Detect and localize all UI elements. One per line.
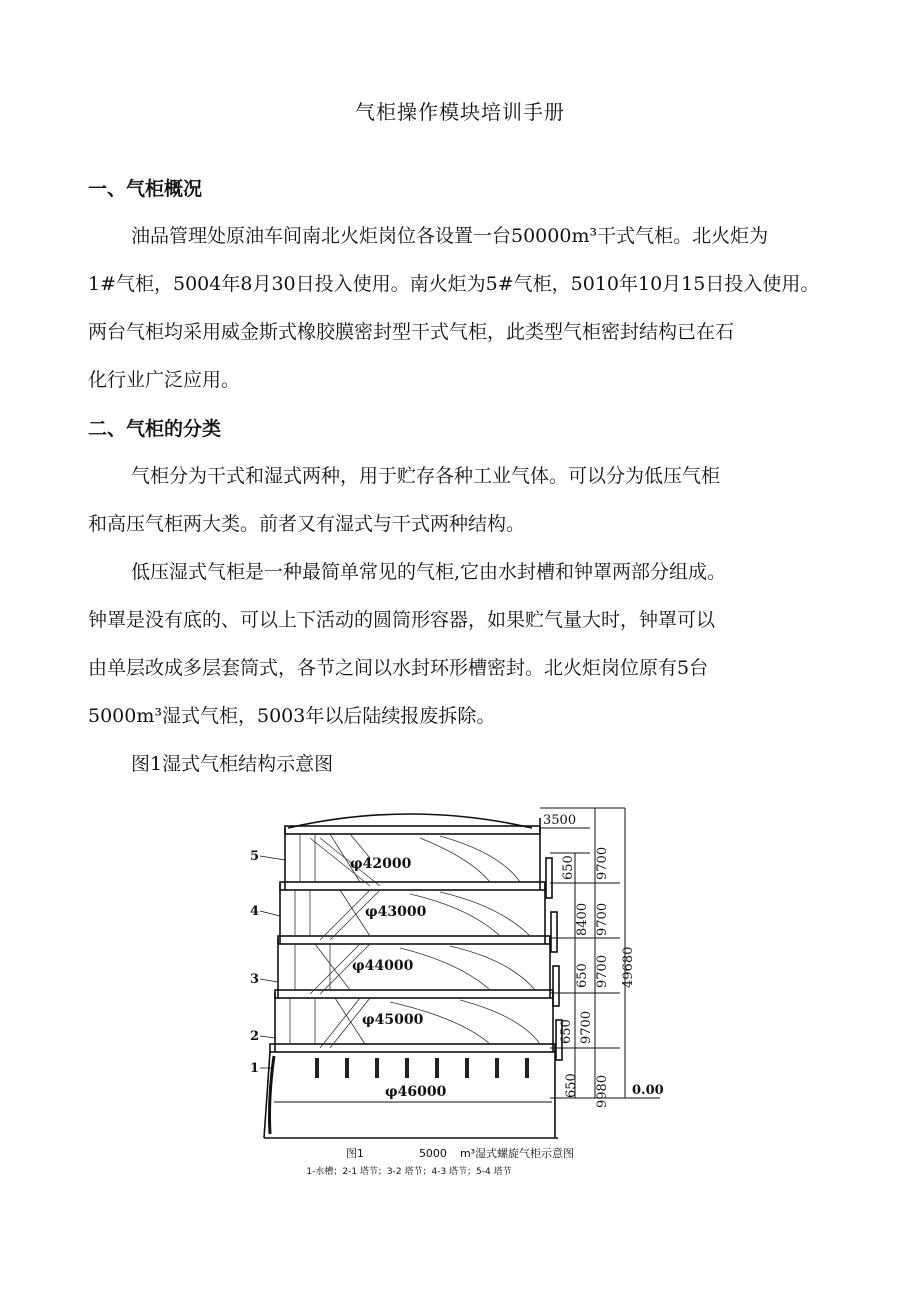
diameter-label: φ42000 bbox=[350, 856, 412, 872]
tier-4-top-beam bbox=[280, 882, 545, 890]
dimension-label: 9700 bbox=[579, 1010, 594, 1044]
dimension-label: 650 bbox=[561, 855, 576, 880]
tier-2-top-beam bbox=[275, 990, 553, 998]
tier-1-top-beam bbox=[270, 1044, 555, 1052]
part-number: 5 bbox=[250, 849, 260, 864]
diameter-label: φ45000 bbox=[362, 1012, 424, 1028]
dimension-label: 9700 bbox=[595, 846, 610, 880]
dimension-label: 650 bbox=[575, 963, 590, 988]
dimension-label: 9700 bbox=[595, 902, 610, 936]
part-number: 1 bbox=[250, 1061, 260, 1076]
text-line: 两台气柜均采用威金斯式橡胶膜密封型干式气柜，此类型气柜密封结构已在石 bbox=[88, 321, 735, 343]
tier-3-top-beam bbox=[278, 936, 550, 944]
dimension-label: 3500 bbox=[543, 813, 577, 828]
dimension-label: 9980 bbox=[595, 1074, 610, 1108]
paragraph-wet-holder bbox=[88, 548, 836, 740]
dimension-label: 9700 bbox=[595, 954, 610, 988]
text-line: 1#气柜，5004年8月30日投入使用。南火炬为5#气柜，5010年10月15日投入使用。 bbox=[88, 273, 820, 295]
gas-holder-diagram bbox=[240, 798, 680, 1148]
text-line: 由单层改成多层套筒式，各节之间以水封环形槽密封。北火炬岗位原有5台 bbox=[88, 657, 709, 679]
text-line: 和高压气柜两大类。前者又有湿式与干式两种结构。 bbox=[88, 513, 526, 535]
text-line: 5000m³湿式气柜，5003年以后陆续报废拆除。 bbox=[88, 705, 496, 727]
gas-holder-svg bbox=[240, 798, 680, 1148]
paragraph-overview bbox=[88, 212, 836, 404]
text-line: 钟罩是没有底的、可以上下活动的圆筒形容器，如果贮气量大时，钟罩可以 bbox=[88, 609, 716, 631]
section-heading-overview: 一、气柜概况 bbox=[88, 178, 203, 200]
paragraph-classification bbox=[88, 452, 836, 548]
figure-caption-text: m³湿式螺旋气柜示意图 bbox=[459, 1147, 575, 1160]
figure-label: 图1湿式气柜结构示意图 bbox=[131, 753, 334, 775]
dimension-label: 49680 bbox=[621, 946, 636, 988]
diameter-label: φ46000 bbox=[385, 1084, 447, 1100]
diameter-label: φ44000 bbox=[352, 958, 414, 974]
text-line: 油品管理处原油车间南北火炬岗位各设置一台50000m³干式气柜。北火炬为 bbox=[131, 225, 769, 247]
page-title: 气柜操作模块培训手册 bbox=[355, 100, 565, 124]
part-number: 2 bbox=[250, 1029, 260, 1044]
figure-caption bbox=[0, 1145, 920, 1161]
section-heading-classification: 二、气柜的分类 bbox=[88, 418, 222, 440]
dimension-label: 650 bbox=[559, 1019, 574, 1044]
figure-caption-value: 5000 bbox=[418, 1147, 447, 1160]
figure-caption-prefix: 图1 bbox=[345, 1147, 364, 1160]
text-line: 化行业广泛应用。 bbox=[88, 369, 241, 391]
figure-label-paragraph bbox=[88, 740, 836, 788]
dimension-label: 650 bbox=[564, 1073, 579, 1098]
diameter-label: φ43000 bbox=[365, 904, 427, 920]
text-line: 气柜分为干式和湿式两种，用于贮存各种工业气体。可以分为低压气柜 bbox=[131, 465, 721, 487]
dimension-label: 8400 bbox=[575, 902, 590, 936]
text-line: 低压湿式气柜是一种最简单常见的气柜,它由水封槽和钟罩两部分组成。 bbox=[131, 561, 727, 583]
part-number: 4 bbox=[250, 904, 260, 919]
elevation-label: 0.00 bbox=[632, 1083, 664, 1098]
tier-5-top-beam bbox=[285, 826, 540, 834]
part-number: 3 bbox=[250, 972, 260, 987]
figure-legend: 1-水槽；2-1 塔节；3-2 塔节；4-3 塔节；5-4 塔节 bbox=[306, 1167, 512, 1177]
